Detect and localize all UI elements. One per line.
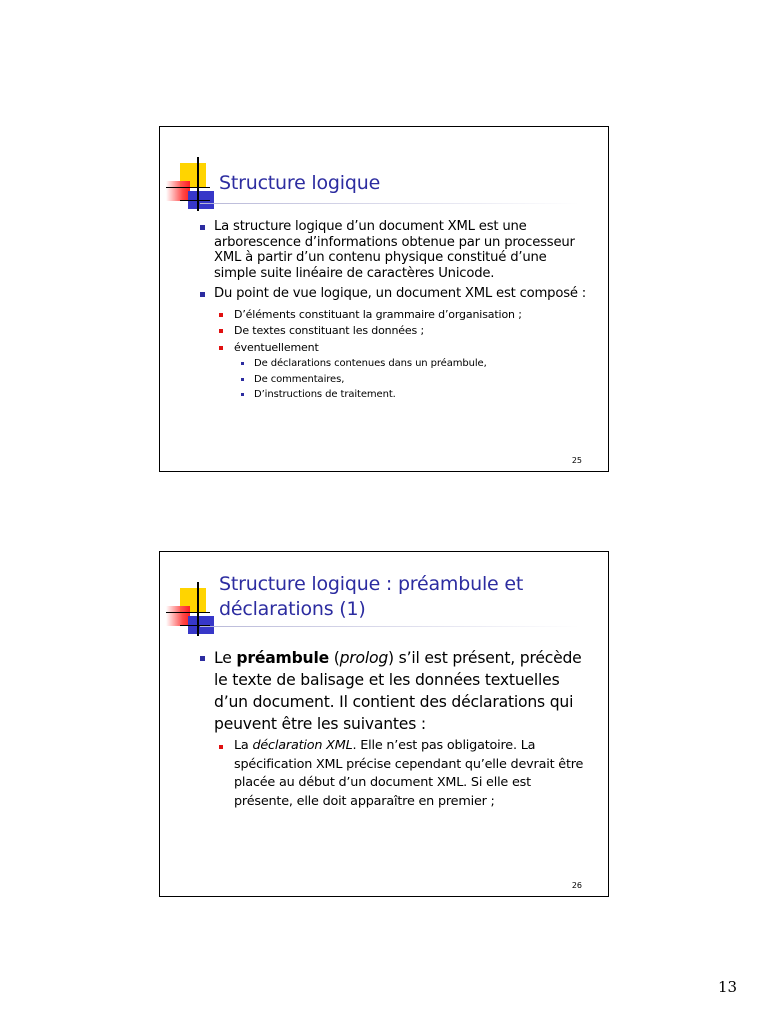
bullet-text: ( xyxy=(328,649,340,667)
slide-logo-icon xyxy=(166,157,210,215)
slide-content xyxy=(198,219,588,403)
logo-red-square xyxy=(166,606,190,626)
logo-vertical-line xyxy=(197,157,199,211)
sub-sub-bullet-item: D’instructions de traitement. xyxy=(236,387,588,403)
title-divider xyxy=(200,203,580,204)
logo-horizontal-line xyxy=(166,612,210,613)
sub-bullet-item: De textes constituant les données ; xyxy=(216,323,588,340)
sub-bullet-text: . Elle n’est pas obligatoire. La spécification XML précise cependant qu’elle devrait être placée au début d’un document XML. Si elle est présente, elle doit apparaître en premier ; xyxy=(234,738,584,809)
sub-bullet-item xyxy=(216,737,588,811)
slide-title: Structure logique : préambule et déclarations (1) xyxy=(219,573,524,620)
page-number: 13 xyxy=(718,978,738,996)
slide-content xyxy=(198,647,588,811)
title-divider xyxy=(200,626,580,627)
slide-number: 26 xyxy=(571,881,582,890)
logo-vertical-line xyxy=(197,582,199,636)
bullet-item xyxy=(198,647,588,735)
slide-title: Structure logique xyxy=(219,172,381,194)
bullet-item: Du point de vue logique, un document XML est composé : xyxy=(198,286,588,302)
sub-bullet-item: D’éléments constituant la grammaire d’organisation ; xyxy=(216,307,588,324)
bold-term: préambule xyxy=(236,649,329,667)
bullet-text: ) s’il est présent, précède le texte de balisage et les données textuelles d’un document. Il contient des déclarations qui peuvent être les suivantes : xyxy=(214,649,582,733)
sub-bullet-item: éventuellement xyxy=(216,340,588,357)
sub-bullet-text: La xyxy=(234,738,253,753)
logo-horizontal-line xyxy=(166,187,210,188)
sub-sub-bullet-item: De commentaires, xyxy=(236,372,588,388)
slide-26 xyxy=(159,551,609,897)
logo-horizontal-line-2 xyxy=(180,200,210,201)
sub-sub-bullet-item: De déclarations contenues dans un préambule, xyxy=(236,356,588,372)
italic-term: déclaration XML xyxy=(252,738,353,753)
bullet-item: La structure logique d’un document XML est une arborescence d’informations obtenue par un processeur XML à partir d’un contenu physique constitué d’une simple suite linéaire de caractères Unicode. xyxy=(198,219,588,281)
bullet-text: Le xyxy=(214,649,237,667)
slide-25 xyxy=(159,126,609,472)
slide-logo-icon xyxy=(166,582,210,640)
slide-number: 25 xyxy=(571,456,582,465)
logo-red-square xyxy=(166,181,190,201)
italic-term: prolog xyxy=(339,649,389,667)
